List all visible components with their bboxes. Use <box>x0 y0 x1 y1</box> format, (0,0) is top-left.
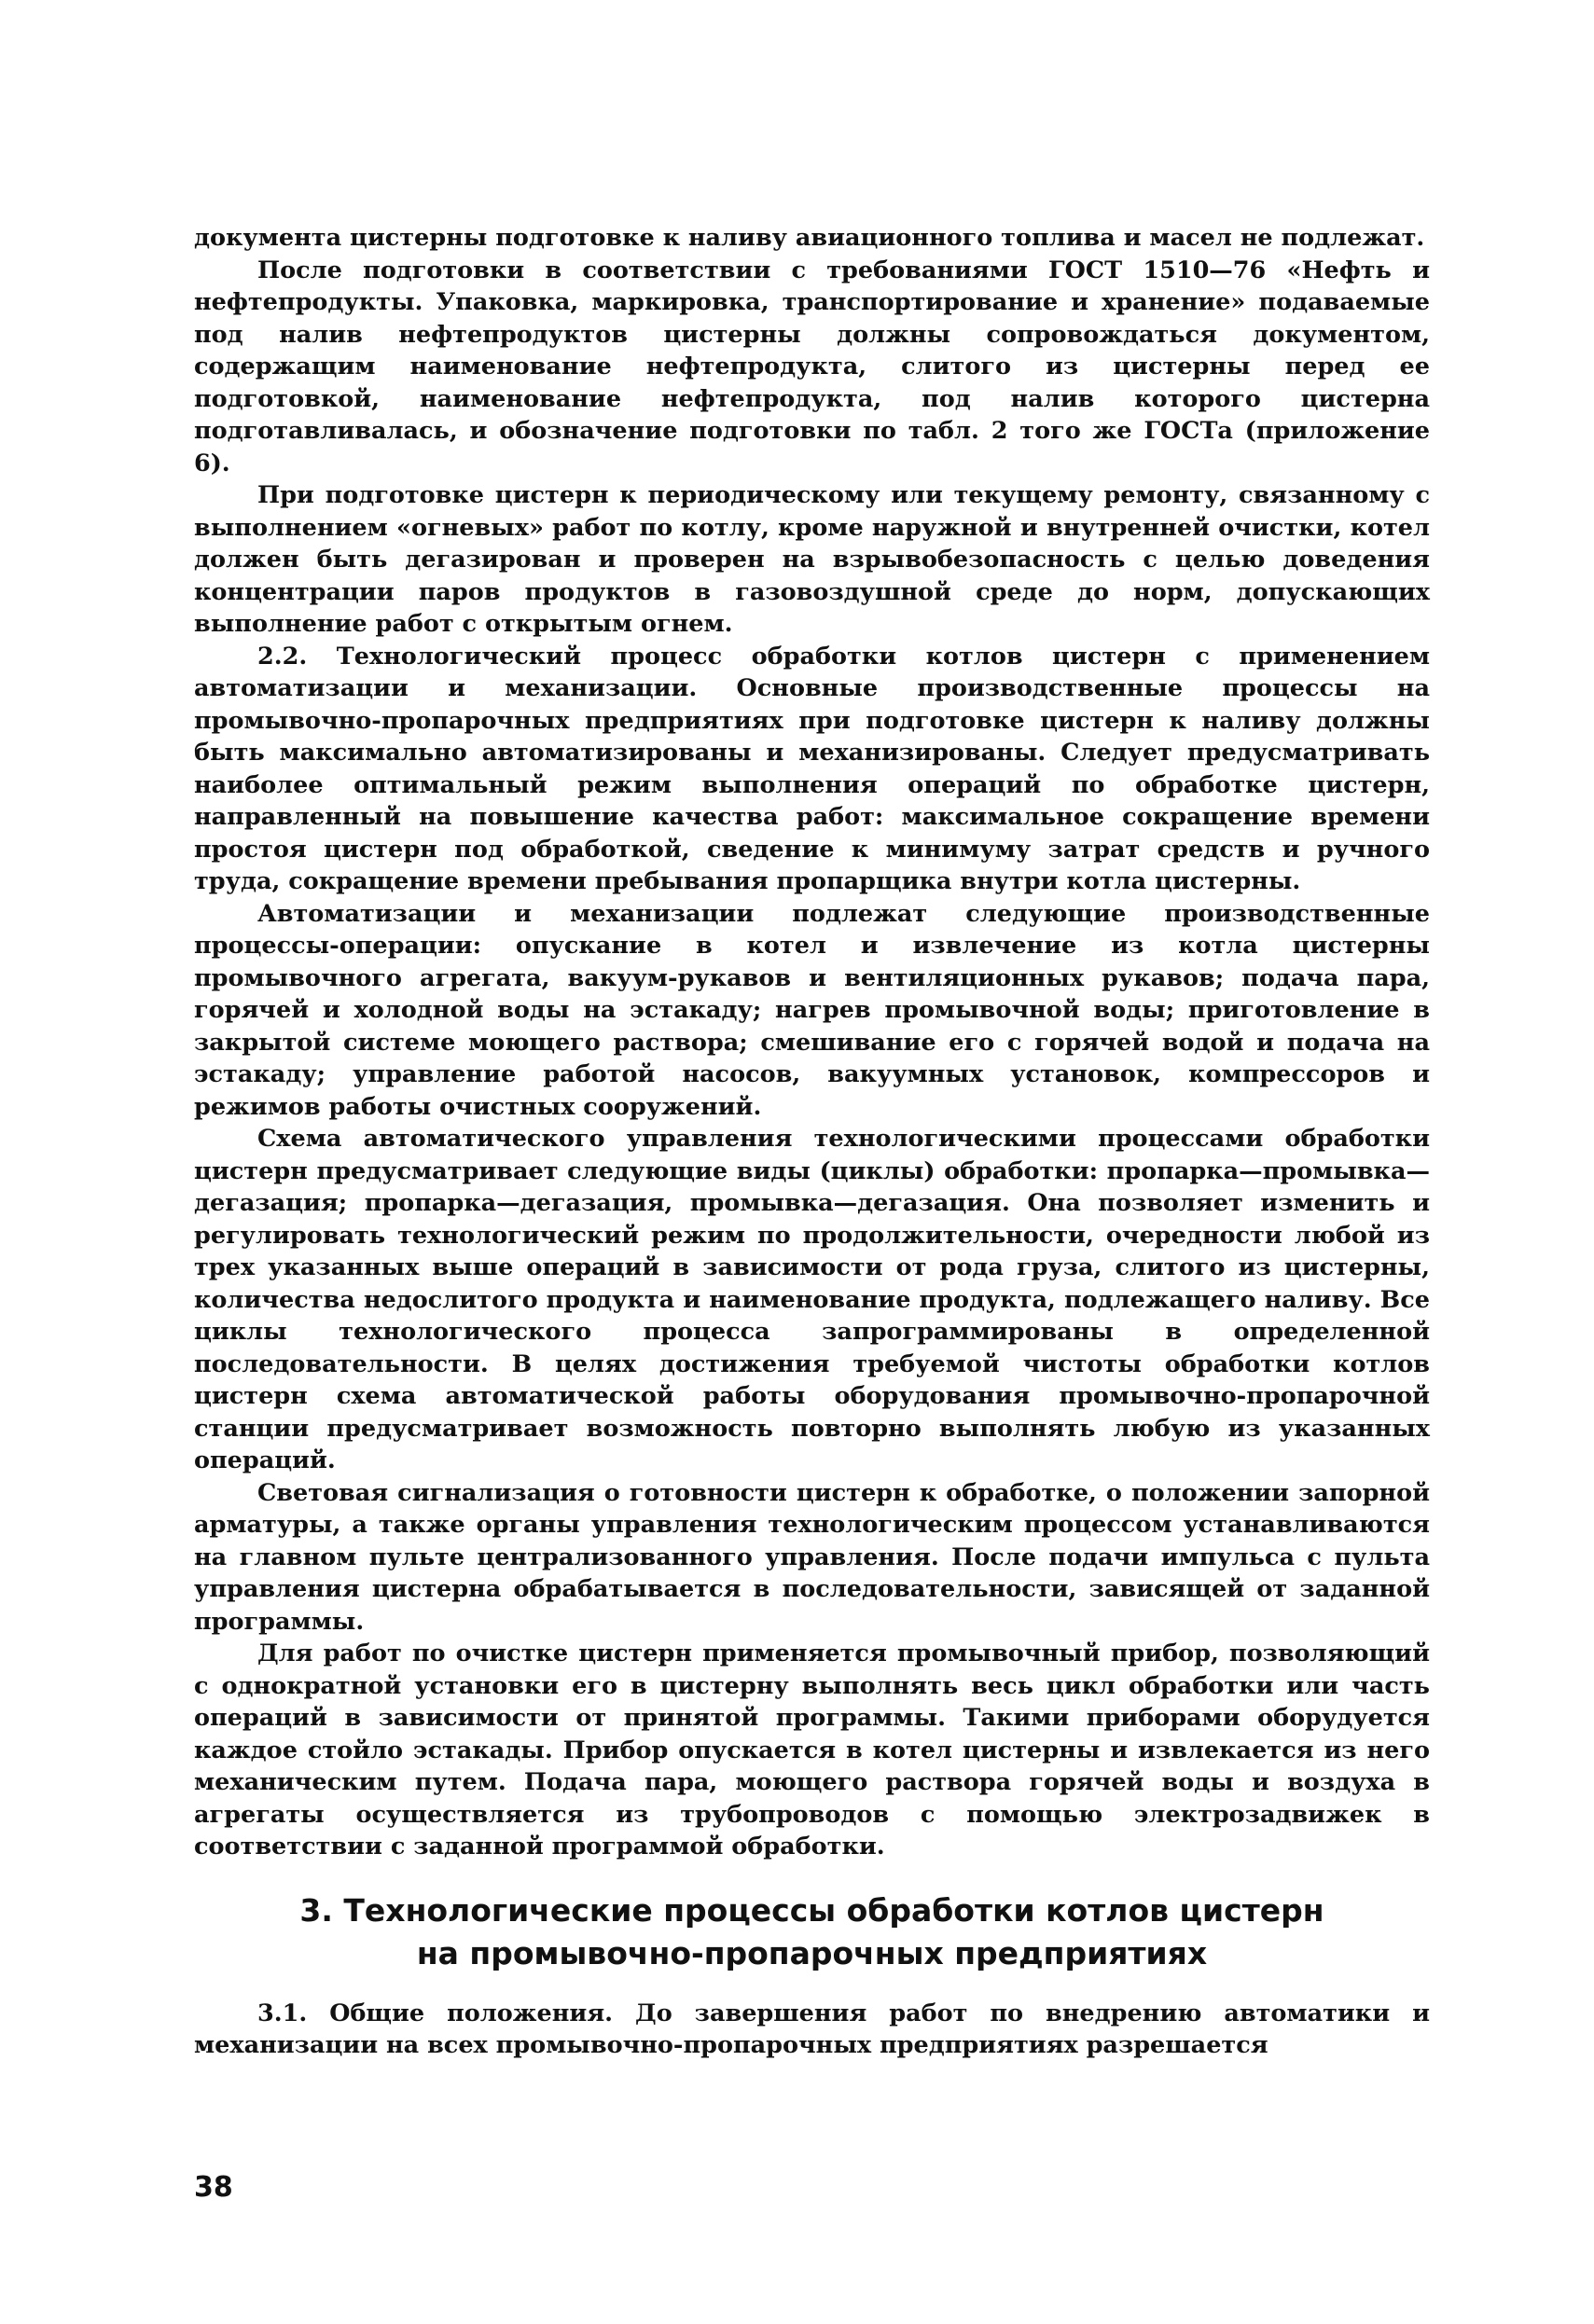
paragraph-text: Для работ по очистке цистерн применяется промывочный прибор, позволяющий с однократной установки его в цистерну выполнять весь цикл обработки или часть операций в зависимости от принятой программы. Такими приборами оборудуется каждое стойло эстакады. Прибор опускается в котел цистерны и извлекается из него механическим путем. Подача пара, моющего раствора горячей воды и воздуха в агрегаты осуществляется из трубопроводов с помощью электрозадвижек в соответствии с заданной программой обработки. <box>194 1639 1430 1861</box>
paragraph-section-3-1 <box>194 1998 1430 2062</box>
paragraph-automation-operations <box>194 898 1430 1124</box>
paragraph-control-scheme <box>194 1123 1430 1477</box>
paragraph-gost-documentation <box>194 255 1430 480</box>
paragraph-signaling <box>194 1477 1430 1639</box>
section-heading <box>194 1889 1430 1975</box>
paragraph-text: После подготовки в соответствии с требованиями ГОСТ 1510—76 «Нефть и нефтепродукты. Упаковка, маркировка, транспортирование и хранение» подаваемые под налив нефтепродуктов цистерны должны сопровождаться документом, содержащим наименование нефтепродукта, слитого из цистерны перед ее подготовкой, наименование нефтепродукта, под налив которого цистерна подготавливалась, и обозначение подготовки по табл. 2 того же ГОСТа (приложение 6). <box>194 256 1430 477</box>
paragraph-text: Основные производственные процессы на промывочно-пропарочных предприятиях при подготовке цистерн к наливу должны быть максимально автоматизированы и механизированы. Следует предусматривать наиболее оптимальный режим выполнения операций по обработке цистерн, направленный на повышение качества работ: максимальное сокращение времени простоя цистерн под обработкой, сведение к минимуму затрат средств и ручного труда, сокращение времени пребывания пропарщика внутри котла цистерны. <box>194 674 1430 895</box>
run-in-heading: 3.1. Общие положения. <box>257 1999 614 2027</box>
paragraph-repair-preparation <box>194 479 1430 641</box>
document-page <box>194 222 1430 2062</box>
paragraph-text: Автоматизации и механизации подлежат следующие производственные процессы-операции: опускание в котел и извлечение из котла цистерны промывочного агрегата, вакуум-рукавов и вентиляционных рукавов; подача пара, горячей и холодной воды на эстакаду; нагрев промывочной воды; приготовление в закрытой системе моющего раствора; смешивание его с горячей водой и подача на эстакаду; управление работой насосов, вакуумных установок, компрессоров и режимов работы очистных сооружений. <box>194 899 1430 1121</box>
paragraph-text: Схема автоматического управления технологическими процессами обработки цистерн предусматривает следующие виды (циклы) обработки: пропарка—промывка—дегазация; пропарка—дегазация, промывка—дегазация. Она позволяет изменить и регулировать технологический режим по продолжительности, очередности любой из трех указанных выше операций в зависимости от рода груза, слитого из цистерны, количества недослитого продукта и наименование продукта, подлежащего наливу. Все циклы технологического процесса запрограммированы в определенной последовательности. В целях достижения требуемой чистоты обработки котлов цистерн схема автоматической работы оборудования промывочно-пропарочной станции предусматривает возможность повторно выполнять любую из указанных операций. <box>194 1125 1430 1474</box>
paragraph-text: При подготовке цистерн к периодическому или текущему ремонту, связанному с выполнением «огневых» работ по котлу, кроме наружной и внутренней очистки, котел должен быть дегазирован и проверен на взрывобезопасность с целью доведения концентрации паров продуктов в газовоздушной среде до норм, допускающих выполнение работ с открытым огнем. <box>194 481 1430 638</box>
page-number: 38 <box>194 2171 233 2204</box>
section-heading-line-2: на промывочно-пропарочных предприятиях <box>416 1934 1208 1971</box>
paragraph-text: Световая сигнализация о готовности цистерн к обработке, о положении запорной арматуры, а также органы управления технологическим процессом устанавливаются на главном пульте централизованного управления. После подачи импульса с пульта управления цистерна обрабатывается в последовательности, зависящей от заданной программы. <box>194 1478 1430 1636</box>
paragraph-washing-device <box>194 1638 1430 1863</box>
paragraph-section-2-2 <box>194 641 1430 898</box>
run-in-heading: 2.2. Технологический процесс обработки котлов цистерн с применением автоматизации и механизации. <box>194 642 1430 702</box>
paragraph-continuation <box>194 222 1430 255</box>
paragraph-text: документа цистерны подготовке к наливу авиационного топлива и масел не подлежат. <box>194 224 1425 252</box>
section-heading-line-1: 3. Технологические процессы обработки котлов цистерн <box>299 1891 1324 1929</box>
paragraph-text: До завершения работ по внедрению автоматики и механизации на всех промывочно-пропарочных предприятиях разрешается <box>194 1999 1431 2059</box>
